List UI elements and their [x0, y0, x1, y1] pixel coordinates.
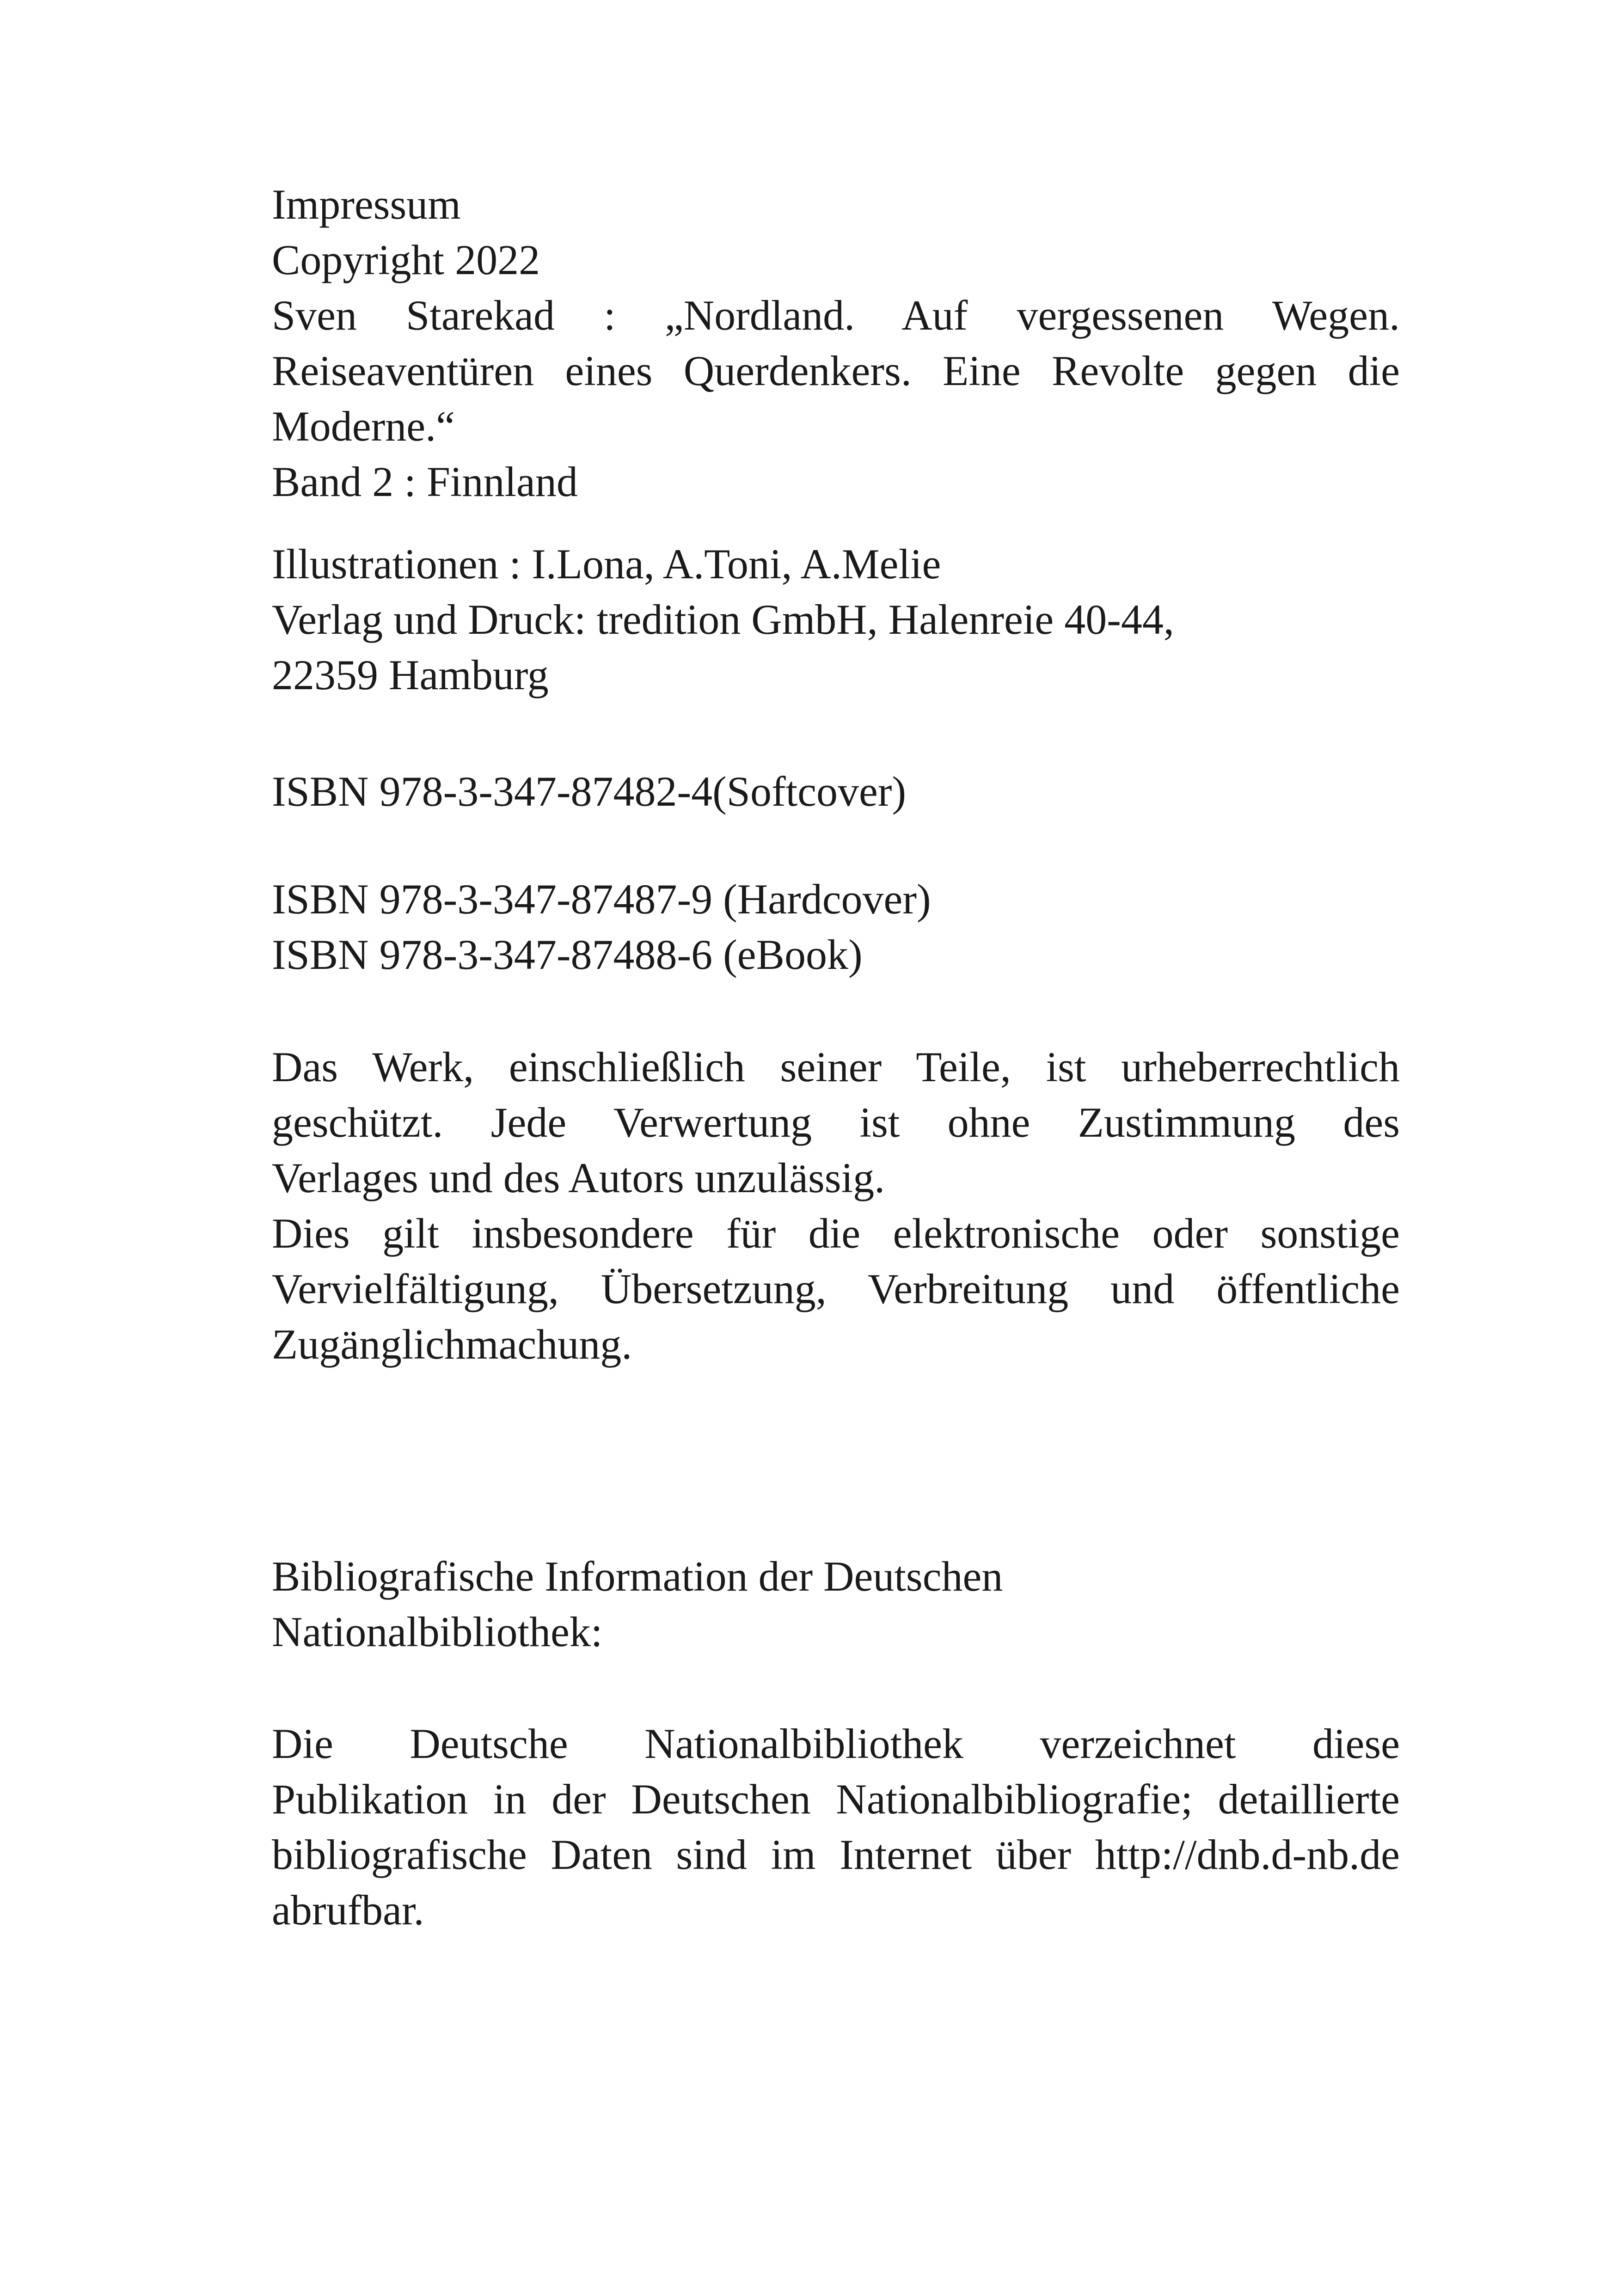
impressum-heading: Impressum	[272, 181, 461, 228]
bibliographic-body	[272, 1716, 1400, 1938]
volume-label: Band 2 : Finnland	[272, 458, 578, 505]
isbn-other-block	[272, 871, 1400, 982]
copyright-year: Copyright 2022	[272, 236, 540, 283]
bibliographic-line: bibliografische Daten sind im Internet über http://dnb.d-nb.de	[272, 1831, 1400, 1878]
production-block	[272, 536, 1400, 703]
notice-line: Vervielfältigung, Übersetzung, Verbreitung und öffentliche	[272, 1265, 1400, 1312]
notice-line: geschützt. Jede Verwertung ist ohne Zustimmung des	[272, 1099, 1400, 1146]
book-title-line: Reiseaventüren eines Querdenkers. Eine Revolte gegen die	[272, 347, 1400, 394]
impressum-block	[272, 177, 1400, 509]
bibliographic-heading-block	[272, 1549, 1400, 1659]
copyright-notice	[272, 1039, 1400, 1372]
bibliographic-line: Publikation in der Deutschen Nationalbibliografie; detaillierte	[272, 1776, 1400, 1823]
bibliographic-line: Die Deutsche Nationalbibliothek verzeichnet diese	[272, 1720, 1400, 1767]
notice-line: Das Werk, einschließlich seiner Teile, ist urheberrechtlich	[272, 1043, 1400, 1090]
notice-line: Zugänglichmachung.	[272, 1321, 632, 1368]
book-title-line: Sven Starekad : „Nordland. Auf vergessenen Wegen.	[272, 292, 1400, 339]
bibliographic-heading: Nationalbibliothek:	[272, 1608, 603, 1655]
notice-line: Verlages und des Autors unzulässig.	[272, 1154, 885, 1201]
notice-line: Dies gilt insbesondere für die elektronische oder sonstige	[272, 1210, 1400, 1257]
bibliographic-heading: Bibliografische Information der Deutschen	[272, 1553, 1003, 1600]
bibliographic-line: abrufbar.	[272, 1886, 424, 1934]
illustrators-line: Illustrationen : I.Lona, A.Toni, A.Melie	[272, 540, 941, 588]
isbn-softcover-block	[272, 764, 1400, 819]
isbn-ebook: ISBN 978-3-347-87488-6 (eBook)	[272, 931, 863, 978]
isbn-softcover: ISBN 978-3-347-87482-4(Softcover)	[272, 768, 907, 815]
book-title-line: Moderne.“	[272, 403, 455, 450]
isbn-hardcover: ISBN 978-3-347-87487-9 (Hardcover)	[272, 876, 931, 923]
publisher-address-line: 22359 Hamburg	[272, 651, 549, 698]
publisher-line: Verlag und Druck: tredition GmbH, Halenreie 40-44,	[272, 596, 1174, 643]
